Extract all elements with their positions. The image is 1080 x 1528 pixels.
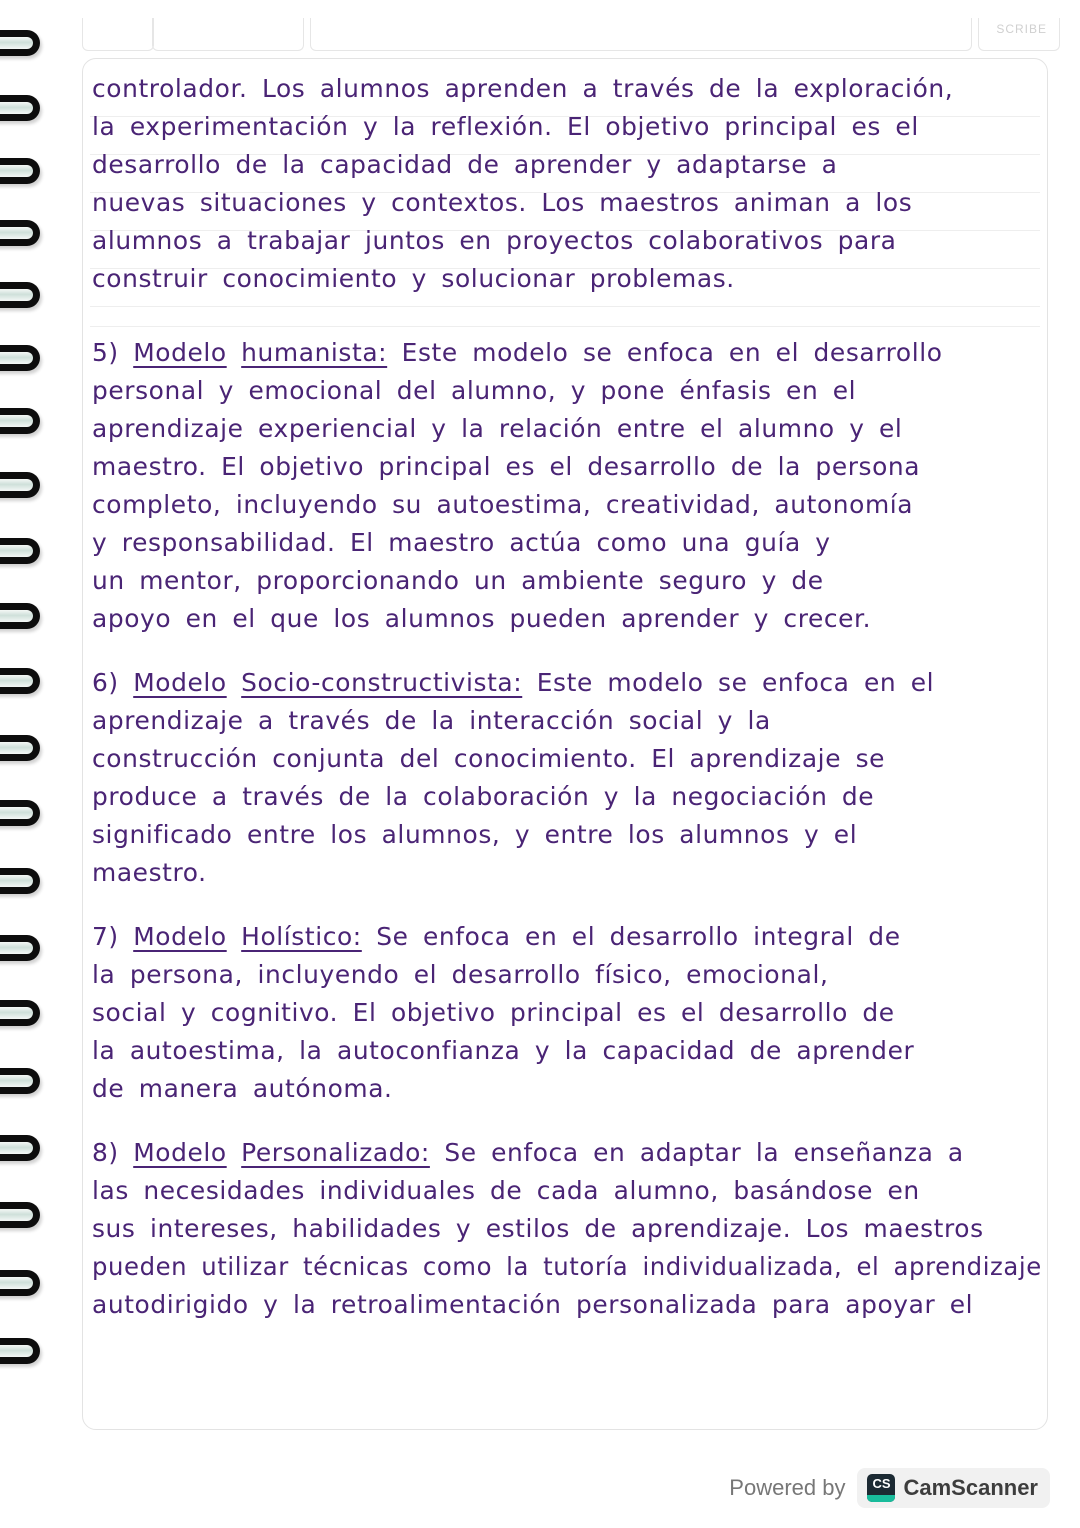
- spiral-ring-icon: [0, 158, 40, 184]
- spiral-ring-icon: [0, 868, 40, 894]
- section-modelo-holistico: [92, 918, 1047, 1108]
- section-number: 8): [92, 1138, 119, 1167]
- text-line: apoyo en el que los alumnos pueden aprender y crecer.: [92, 604, 872, 633]
- text-line: aprendizaje a través de la interacción social y la: [92, 706, 771, 735]
- spiral-binding: [0, 0, 60, 1400]
- section-heading-line: [92, 1134, 1042, 1172]
- text-line: maestro. El objetivo principal es el desarrollo de la persona: [92, 452, 921, 481]
- spiral-ring-icon: [0, 30, 40, 56]
- text-line: controlador. Los alumnos aprenden a través de la exploración,: [92, 74, 954, 103]
- section-modelo-personalizado: [92, 1134, 1047, 1324]
- spiral-ring-icon: [0, 538, 40, 564]
- text-line: construcción conjunta del conocimiento. El aprendizaje se: [92, 744, 886, 773]
- section-first-line: Este modelo se enfoca en el: [536, 668, 935, 697]
- section-modelo-humanista: [92, 334, 1047, 638]
- section-first-line: Este modelo se enfoca en el desarrollo: [401, 338, 943, 367]
- spiral-ring-icon: [0, 220, 40, 246]
- text-line: la autoestima, la autoconfianza y la capacidad de aprender: [92, 1036, 915, 1065]
- text-line: personal y emocional del alumno, y pone énfasis en el: [92, 376, 857, 405]
- text-line: un mentor, proporcionando un ambiente seguro y de: [92, 566, 824, 595]
- spiral-ring-icon: [0, 735, 40, 761]
- section-modelo-socio-constructivista: [92, 664, 1047, 892]
- section-first-line: Se enfoca en el desarrollo integral de: [376, 922, 901, 951]
- handwritten-notes: [92, 70, 1047, 1350]
- text-line: pueden utilizar técnicas como la tutoría individualizada, el aprendizaje: [92, 1252, 1042, 1281]
- text-line: la persona, incluyendo el desarrollo físico, emocional,: [92, 960, 829, 989]
- section-number: 6): [92, 668, 119, 697]
- header-box: [310, 18, 972, 51]
- text-line: produce a través de la colaboración y la negociación de: [92, 782, 875, 811]
- section-title-word: Modelo: [133, 922, 227, 951]
- spiral-ring-icon: [0, 282, 40, 308]
- section-number: 7): [92, 922, 119, 951]
- spiral-ring-icon: [0, 1202, 40, 1228]
- text-line: completo, incluyendo su autoestima, creatividad, autonomía: [92, 490, 914, 519]
- text-line: y responsabilidad. El maestro actúa como una guía y: [92, 528, 831, 557]
- text-line: maestro.: [92, 858, 207, 887]
- paragraph-continuation: [92, 70, 1047, 298]
- spiral-ring-icon: [0, 1068, 40, 1094]
- powered-by-label: Powered by: [729, 1475, 846, 1500]
- text-line: de manera autónoma.: [92, 1074, 393, 1103]
- section-first-line: Se enfoca en adaptar la enseñanza a: [444, 1138, 964, 1167]
- header-box: [82, 18, 154, 51]
- camscanner-logo-icon: CS: [867, 1474, 895, 1502]
- text-line: autodirigido y la retroalimentación personalizada para apoyar el: [92, 1290, 974, 1319]
- section-title-word: Socio-constructivista:: [241, 668, 523, 697]
- text-line: construir conocimiento y solucionar problemas.: [92, 264, 735, 293]
- text-line: aprendizaje experiencial y la relación entre el alumno y el: [92, 414, 903, 443]
- text-line: la experimentación y la reflexión. El objetivo principal es el: [92, 112, 919, 141]
- spiral-ring-icon: [0, 472, 40, 498]
- camscanner-badge[interactable]: [857, 1468, 1050, 1508]
- header-box: [152, 18, 304, 51]
- spiral-ring-icon: [0, 800, 40, 826]
- section-title-word: Holístico:: [241, 922, 362, 951]
- camscanner-watermark: [729, 1467, 1050, 1509]
- section-number: 5): [92, 338, 119, 367]
- spiral-ring-icon: [0, 345, 40, 371]
- header-box: [978, 18, 1060, 51]
- text-line: significado entre los alumnos, y entre los alumnos y el: [92, 820, 858, 849]
- text-line: sus intereses, habilidades y estilos de aprendizaje. Los maestros: [92, 1214, 984, 1243]
- spiral-ring-icon: [0, 95, 40, 121]
- text-line: alumnos a trabajar juntos en proyectos colaborativos para: [92, 226, 897, 255]
- section-heading-line: [92, 664, 1042, 702]
- spiral-ring-icon: [0, 1338, 40, 1364]
- section-title-word: Modelo: [133, 1138, 227, 1167]
- section-title-word: Personalizado:: [241, 1138, 430, 1167]
- spiral-ring-icon: [0, 668, 40, 694]
- spiral-ring-icon: [0, 1135, 40, 1161]
- notebook-header-boxes: [82, 18, 1062, 54]
- text-line: desarrollo de la capacidad de aprender y adaptarse a: [92, 150, 838, 179]
- text-line: nuevas situaciones y contextos. Los maestros animan a los: [92, 188, 913, 217]
- spiral-ring-icon: [0, 1000, 40, 1026]
- section-heading-line: [92, 918, 1042, 956]
- spiral-ring-icon: [0, 935, 40, 961]
- text-line: las necesidades individuales de cada alumno, basándose en: [92, 1176, 920, 1205]
- section-title-word: humanista:: [241, 338, 388, 367]
- text-line: social y cognitivo. El objetivo principal es el desarrollo de: [92, 998, 895, 1027]
- spiral-ring-icon: [0, 1270, 40, 1296]
- section-title-word: Modelo: [133, 338, 227, 367]
- section-heading-line: [92, 334, 1042, 372]
- section-title-word: Modelo: [133, 668, 227, 697]
- spiral-ring-icon: [0, 603, 40, 629]
- spiral-ring-icon: [0, 408, 40, 434]
- camscanner-brand-name: CamScanner: [903, 1475, 1038, 1500]
- header-faint-label: SCRIBE: [996, 22, 1047, 36]
